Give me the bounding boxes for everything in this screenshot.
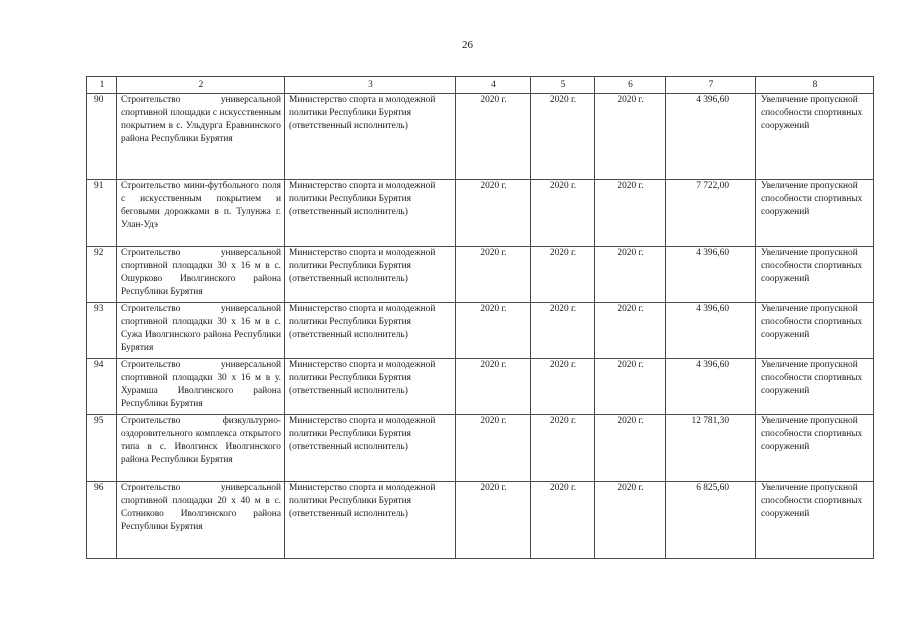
measure-name-cell: Строительство универсальной спортивной площадки 30 х 16 м в с. Ошурково Иволгинского района Республики Бурятия	[117, 247, 285, 303]
row-number-cell: 91	[87, 180, 117, 247]
start-year-cell: 2020 г.	[456, 94, 531, 180]
executor-cell: Министерство спорта и молодежной политики Республики Бурятия (ответственный исполнитель)	[285, 482, 456, 559]
end-year-cell: 2020 г.	[595, 303, 666, 359]
mid-year-cell: 2020 г.	[531, 482, 595, 559]
expected-result-cell: Увеличение пропускной способности спортивных сооружений	[756, 303, 874, 359]
executor-cell: Министерство спорта и молодежной политики Республики Бурятия (ответственный исполнитель)	[285, 303, 456, 359]
header-cell-2: 2	[117, 77, 285, 94]
funding-amount-cell: 4 396,60	[666, 247, 756, 303]
expected-result-cell: Увеличение пропускной способности спортивных сооружений	[756, 415, 874, 482]
end-year-cell: 2020 г.	[595, 415, 666, 482]
row-number-cell: 94	[87, 359, 117, 415]
start-year-cell: 2020 г.	[456, 415, 531, 482]
measure-name-cell: Строительство универсальной спортивной площадки 20 х 40 м в с. Сотниково Иволгинского района Республики Бурятия	[117, 482, 285, 559]
mid-year-cell: 2020 г.	[531, 359, 595, 415]
program-table	[86, 76, 874, 559]
start-year-cell: 2020 г.	[456, 247, 531, 303]
mid-year-cell: 2020 г.	[531, 415, 595, 482]
table-row	[87, 247, 874, 303]
start-year-cell: 2020 г.	[456, 482, 531, 559]
mid-year-cell: 2020 г.	[531, 180, 595, 247]
measure-name-cell: Строительство универсальной спортивной площадки 30 х 16 м в с. Сужа Иволгинского района Республики Бурятия	[117, 303, 285, 359]
row-number-cell: 96	[87, 482, 117, 559]
row-number-cell: 93	[87, 303, 117, 359]
end-year-cell: 2020 г.	[595, 180, 666, 247]
measure-name-cell: Строительство универсальной спортивной площадки 30 х 16 м в у. Хурамша Иволгинского района Республики Бурятия	[117, 359, 285, 415]
header-cell-1: 1	[87, 77, 117, 94]
measure-name-cell: Строительство мини-футбольного поля с искусственным покрытием и беговыми дорожками в п. Тулунжа г. Улан-Удэ	[117, 180, 285, 247]
executor-cell: Министерство спорта и молодежной политики Республики Бурятия (ответственный исполнитель)	[285, 247, 456, 303]
table-row	[87, 303, 874, 359]
start-year-cell: 2020 г.	[456, 303, 531, 359]
table-row	[87, 482, 874, 559]
executor-cell: Министерство спорта и молодежной политики Республики Бурятия (ответственный исполнитель)	[285, 94, 456, 180]
header-cell-5: 5	[531, 77, 595, 94]
executor-cell: Министерство спорта и молодежной политики Республики Бурятия (ответственный исполнитель)	[285, 180, 456, 247]
header-cell-4: 4	[456, 77, 531, 94]
measure-name-cell: Строительство универсальной спортивной площадки с искусственным покрытием в с. Ульдурга Еравнинского района Республики Бурятия	[117, 94, 285, 180]
expected-result-cell: Увеличение пропускной способности спортивных сооружений	[756, 482, 874, 559]
row-number-cell: 90	[87, 94, 117, 180]
funding-amount-cell: 4 396,60	[666, 359, 756, 415]
expected-result-cell: Увеличение пропускной способности спортивных сооружений	[756, 94, 874, 180]
table-body	[87, 77, 874, 559]
funding-amount-cell: 4 396,60	[666, 94, 756, 180]
executor-cell: Министерство спорта и молодежной политики Республики Бурятия (ответственный исполнитель)	[285, 415, 456, 482]
funding-amount-cell: 12 781,30	[666, 415, 756, 482]
mid-year-cell: 2020 г.	[531, 247, 595, 303]
expected-result-cell: Увеличение пропускной способности спортивных сооружений	[756, 180, 874, 247]
table-row	[87, 180, 874, 247]
end-year-cell: 2020 г.	[595, 359, 666, 415]
table-header-row	[87, 77, 874, 94]
funding-amount-cell: 4 396,60	[666, 303, 756, 359]
expected-result-cell: Увеличение пропускной способности спортивных сооружений	[756, 359, 874, 415]
mid-year-cell: 2020 г.	[531, 303, 595, 359]
end-year-cell: 2020 г.	[595, 247, 666, 303]
executor-cell: Министерство спорта и молодежной политики Республики Бурятия (ответственный исполнитель)	[285, 359, 456, 415]
funding-amount-cell: 6 825,60	[666, 482, 756, 559]
header-cell-8: 8	[756, 77, 874, 94]
table-row	[87, 359, 874, 415]
header-cell-7: 7	[666, 77, 756, 94]
measure-name-cell: Строительство физкультурно-оздоровительного комплекса открытого типа в с. Иволгинск Иволгинского района Республики Бурятия	[117, 415, 285, 482]
table-row	[87, 415, 874, 482]
start-year-cell: 2020 г.	[456, 180, 531, 247]
funding-amount-cell: 7 722,00	[666, 180, 756, 247]
expected-result-cell: Увеличение пропускной способности спортивных сооружений	[756, 247, 874, 303]
mid-year-cell: 2020 г.	[531, 94, 595, 180]
end-year-cell: 2020 г.	[595, 482, 666, 559]
row-number-cell: 95	[87, 415, 117, 482]
start-year-cell: 2020 г.	[456, 359, 531, 415]
header-cell-3: 3	[285, 77, 456, 94]
table-row	[87, 94, 874, 180]
page-number: 26	[462, 39, 473, 51]
header-cell-6: 6	[595, 77, 666, 94]
row-number-cell: 92	[87, 247, 117, 303]
end-year-cell: 2020 г.	[595, 94, 666, 180]
